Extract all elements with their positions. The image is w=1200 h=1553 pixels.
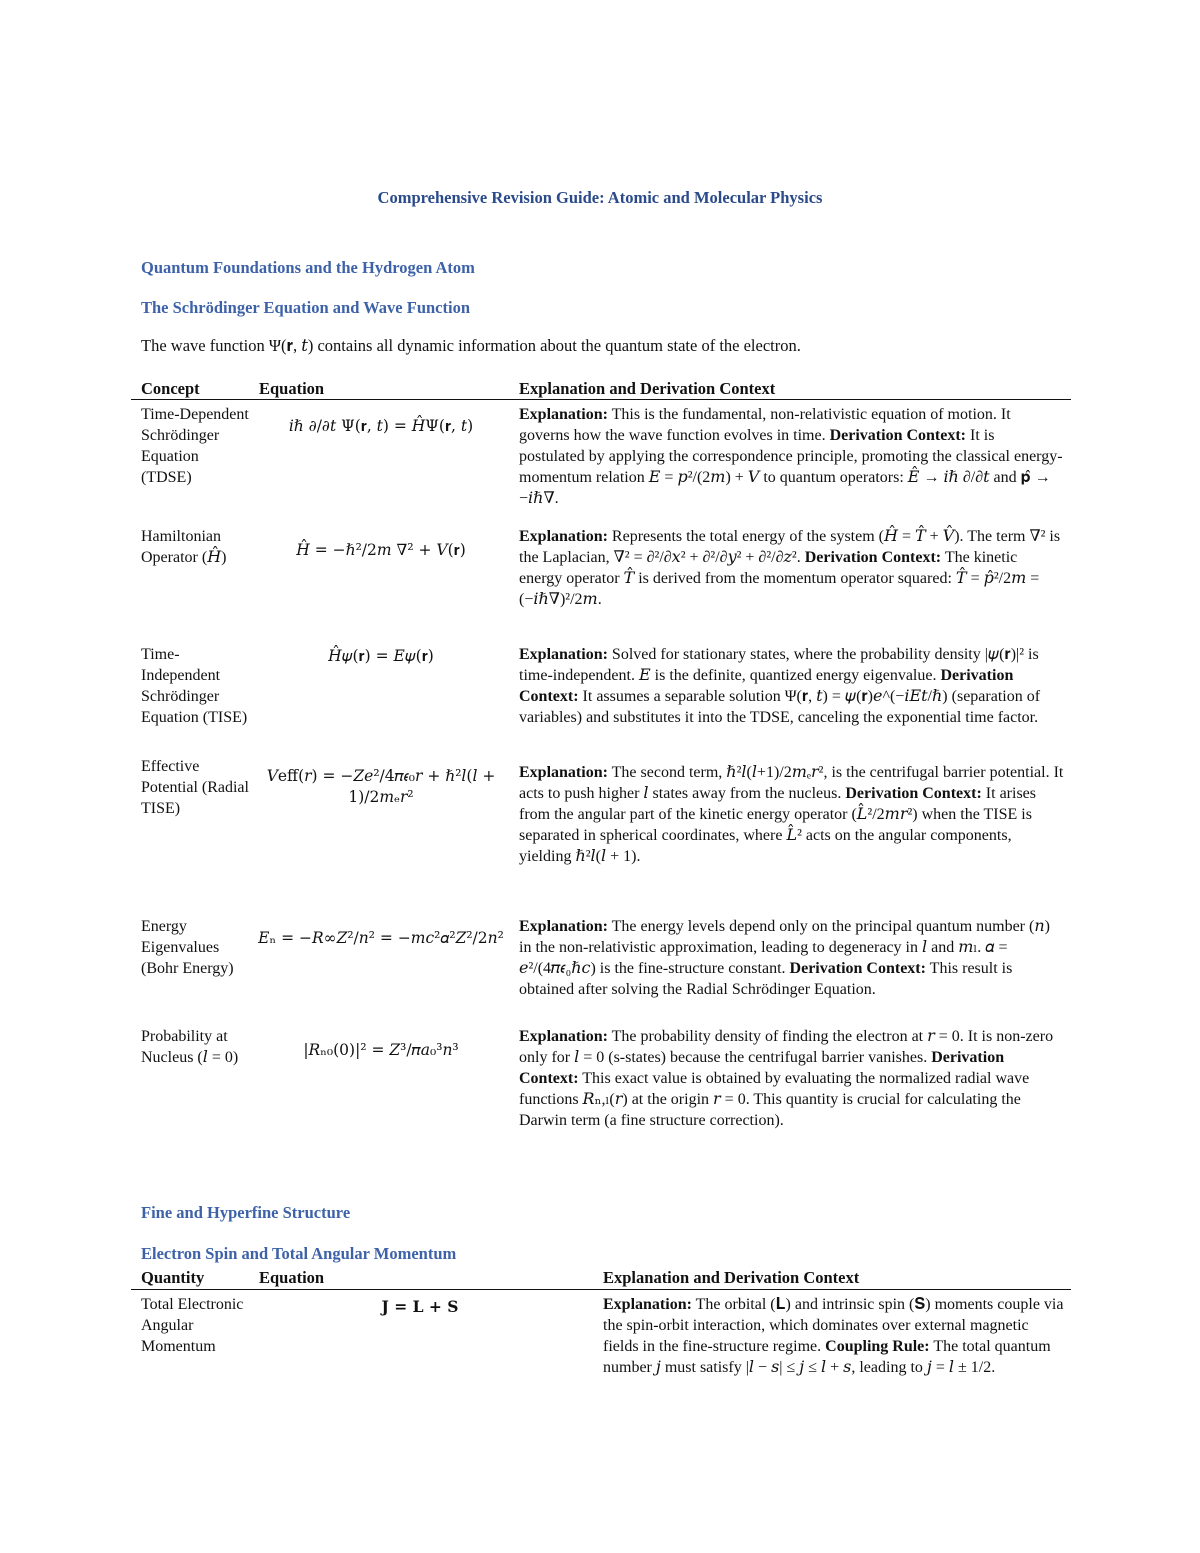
table-row-concept: Energy Eigenvalues (Bohr Energy) xyxy=(141,918,234,977)
explanation-text: This is the fundamental, non-relativistic equation of motion. It governs how the wave function evolves in time. xyxy=(519,406,1011,444)
derivation-text: It arises from the angular part of the kinetic energy operator (𝐿̂²/2𝑚𝑟²) when the TISE is separated in spherical coordinates, where 𝐿̂² acts on the angular components, yielding ℏ²𝑙(𝑙 + 1). xyxy=(519,785,1036,865)
explanation-label: Explanation: xyxy=(519,764,608,781)
table-row-explanation xyxy=(519,916,1064,1000)
table1-header-concept: Concept xyxy=(141,379,200,398)
table2-header-equation: Equation xyxy=(259,1268,325,1287)
explanation-label: Explanation: xyxy=(519,406,608,423)
derivation-text: This exact value is obtained by evaluating the normalized radial wave functions 𝑅ₙ,ₗ(𝑟) at the origin 𝑟 = 0. This quantity is crucial for calculating the Darwin term (a fine structure correction). xyxy=(519,1070,1030,1129)
derivation-label: Derivation Context: xyxy=(804,549,942,566)
derivation-text: It is postulated by applying the correspondence principle, promoting the classical energy-momentum relation 𝐸 = 𝑝²/(2𝑚) + 𝑉 to quantum operators: 𝐸̂ → 𝑖ℏ ∂/∂𝑡 and 𝐩̂ → −𝑖ℏ∇. xyxy=(519,427,1063,507)
derivation-text: This result is obtained after solving the Radial Schrödinger Equation. xyxy=(519,960,1013,998)
explanation-text: The second term, ℏ²𝑙(𝑙+1)/2𝑚ₑ𝑟², is the centrifugal barrier potential. It acts to push higher 𝑙 states away from the nucleus. xyxy=(519,764,1064,802)
table-row-explanation xyxy=(519,404,1064,509)
table2-header-rule xyxy=(131,1289,1071,1290)
explanation-text: The energy levels depend only on the principal quantum number (𝑛) in the non-relativistic approximation, leading to degeneracy in 𝑙 and 𝑚ₗ. 𝛼 = 𝑒²/(4𝜋𝜖₀ℏ𝑐) is the fine-structure constant. xyxy=(519,918,1050,977)
table2-header-quantity: Quantity xyxy=(141,1268,205,1287)
derivation-label: Derivation Context: xyxy=(789,960,926,977)
intro-paragraph: The wave function Ψ(𝐫, 𝑡) contains all dynamic information about the quantum state of the electron. xyxy=(141,336,801,355)
table1-header-rule xyxy=(131,399,1071,400)
table-row-explanation xyxy=(519,762,1064,867)
table-row-equation: 𝐉 = 𝐋 + 𝐒 xyxy=(381,1297,459,1316)
table-row-explanation xyxy=(519,526,1064,610)
table-row-explanation xyxy=(519,1026,1064,1131)
table-row-equation: 𝐻̂𝜓(𝐫) = 𝐸𝜓(𝐫) xyxy=(328,647,434,665)
derivation-label: Derivation Context: xyxy=(829,427,967,444)
derivation-label: Derivation Context: xyxy=(519,1049,1005,1087)
explanation-label: Explanation: xyxy=(519,646,608,663)
derivation-text: It assumes a separable solution Ψ(𝐫, 𝑡) = 𝜓(𝐫)𝑒^(−𝑖𝐸𝑡/ℏ) (separation of variables) and substitutes it into the TDSE, canceling the exponential time factor. xyxy=(519,688,1041,726)
table2-header-explanation: Explanation and Derivation Context xyxy=(603,1268,860,1287)
table-row-equation: 𝐻̂ = −ℏ²/2𝑚 ∇² + 𝑉(𝐫) xyxy=(296,541,466,559)
subsection-heading-spin: Electron Spin and Total Angular Momentum xyxy=(141,1244,457,1263)
table-row-concept: Hamiltonian Operator (𝐻̂) xyxy=(141,528,227,566)
table-row-equation: 𝐸ₙ = −𝑅∞𝑍²/𝑛² = −𝑚𝑐²𝛼²𝑍²/2𝑛² xyxy=(258,929,504,947)
derivation-label: Derivation Context: xyxy=(845,785,982,802)
coupling-rule-text: The total quantum number 𝑗 must satisfy |𝑙 − 𝑠| ≤ 𝑗 ≤ 𝑙 + 𝑠, leading to 𝑗 = 𝑙 ± 1/2. xyxy=(603,1338,1051,1376)
table1-header-equation: Equation xyxy=(259,379,325,398)
table-row-concept: Probability at Nucleus (𝑙 = 0) xyxy=(141,1028,239,1066)
table-row-equation: 𝑉eff(𝑟) = −𝑍𝑒²/4𝜋𝜖₀𝑟 + ℏ²𝑙(𝑙 + 1)/2𝑚ₑ𝑟² xyxy=(266,767,496,806)
derivation-text: The kinetic energy operator 𝑇̂ is derived from the momentum operator squared: 𝑇̂ = 𝑝̂²/2𝑚 = (−𝑖ℏ∇)²/2𝑚. xyxy=(519,549,1040,608)
explanation-label: Explanation: xyxy=(603,1296,692,1313)
table-row-concept: Time-Independent Schrödinger Equation (TISE) xyxy=(141,646,248,726)
table-row-explanation xyxy=(519,644,1064,728)
explanation-label: Explanation: xyxy=(519,1028,608,1045)
derivation-label: Derivation Context: xyxy=(519,667,1014,705)
table-row-equation: |𝑅ₙ₀(0)|² = 𝑍³/𝜋𝑎₀³𝑛³ xyxy=(303,1041,459,1059)
explanation-text: Solved for stationary states, where the probability density |𝜓(𝐫)|² is time-independent. 𝐸 is the definite, quantized energy eigenvalue. xyxy=(519,646,1039,684)
coupling-rule-label: Coupling Rule: xyxy=(825,1338,930,1355)
table-row-equation: 𝑖ℏ ∂/∂𝑡 Ψ(𝐫, 𝑡) = 𝐻̂Ψ(𝐫, 𝑡) xyxy=(288,417,474,435)
subsection-heading-schrodinger: The Schrödinger Equation and Wave Function xyxy=(141,298,471,317)
table-row-concept: Time-Dependent Schrödinger Equation (TDSE) xyxy=(141,406,249,486)
document-title: Comprehensive Revision Guide: Atomic and Molecular Physics xyxy=(377,188,823,207)
table-row-explanation xyxy=(603,1294,1065,1378)
explanation-text: The probability density of finding the electron at 𝑟 = 0. It is non-zero only for 𝑙 = 0 (s-states) because the centrifugal barrier vanishes. xyxy=(519,1028,1054,1066)
section-heading-fine-structure: Fine and Hyperfine Structure xyxy=(141,1203,351,1222)
table1-header-explanation: Explanation and Derivation Context xyxy=(519,379,776,398)
table-row-concept: Total Electronic Angular Momentum xyxy=(141,1296,244,1355)
explanation-label: Explanation: xyxy=(519,528,608,545)
table-row-concept: Effective Potential (Radial TISE) xyxy=(141,758,249,817)
explanation-text: Represents the total energy of the system (𝐻̂ = 𝑇̂ + 𝑉̂). The term ∇² is the Laplacian, ∇² = ∂²/∂𝑥² + ∂²/∂𝑦² + ∂²/∂𝑧². xyxy=(519,528,1061,566)
explanation-label: Explanation: xyxy=(519,918,608,935)
explanation-text: The orbital (𝐋) and intrinsic spin (𝐒) moments couple via the spin-orbit interaction, which dominates over external magnetic fields in the fine-structure regime. xyxy=(603,1296,1064,1355)
section-heading-quantum: Quantum Foundations and the Hydrogen Atom xyxy=(141,258,475,277)
